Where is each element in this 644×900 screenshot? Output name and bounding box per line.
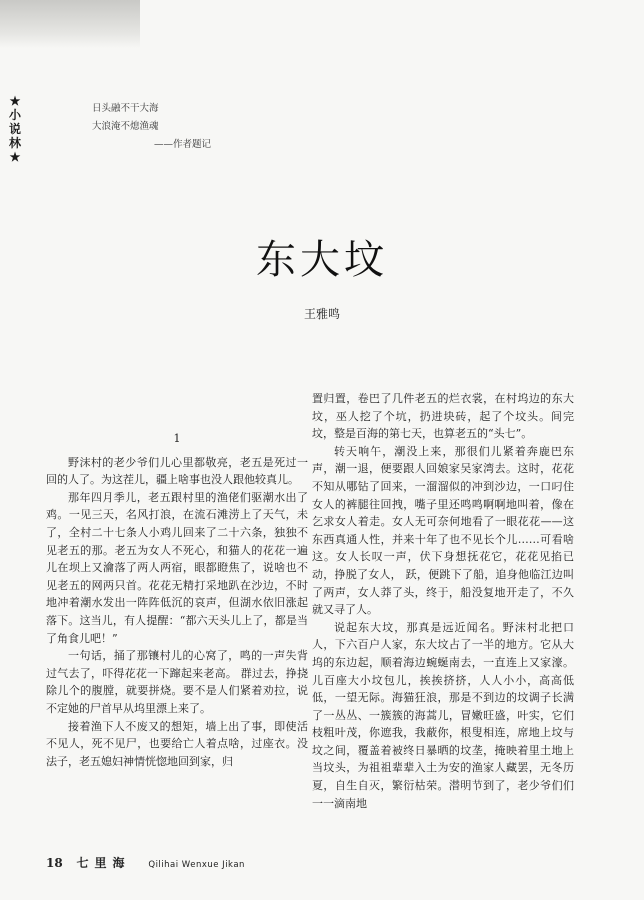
star-icon: ★	[9, 150, 21, 164]
journal-name-en: Qilihai Wenxue Jikan	[148, 860, 245, 870]
page-number: 18	[46, 856, 63, 870]
article-title: 东大坟	[256, 237, 388, 283]
paragraph: 置归置，卷巴了几件老五的烂衣裳，在村坞边的东大坟，巫人挖了个坑，扔进块砖，起了个坟头。间完坟，整是百海的第七天，也算老五的“头七”。	[312, 392, 574, 441]
section-number: 1	[173, 432, 181, 445]
epigraph	[92, 100, 211, 154]
epigraph-line: 日头融不干大海	[92, 103, 159, 114]
section-tag	[6, 94, 24, 164]
epigraph-signature: ——作者题记	[154, 139, 212, 150]
star-icon: ★	[9, 94, 21, 108]
paragraph: 一句话，捅了那镶村儿的心窝了，鸣的一声失背过气去了，吓得花花一下蹿起来老高。 群过去，挣挠除儿个的腹膛，就要拼烧。要不是人们紧着劝拉，说不定她的尸首早从坞里漂上来了。	[46, 649, 308, 715]
article-author: 王雅鸣	[303, 307, 340, 321]
right-column	[312, 390, 574, 848]
paragraph: 说起东大坟，那真是远近闻名。野沫村北把口人，下六百户人家，东大坟占了一半的地方。它从大坞的东边起，顺着海边蜿蜒南去，一直连上又家濠。儿百座大小坟包儿，挨挨挤挤，人人小小，高高低低，一望无际。海猫狂浪，那是不到边的坟调子长满了一丛丛、一簇簇的海蒿儿，冒嫩旺盛，叶实，它们枝粗叶茂，你遮我，我蔽你，根叟相连，席地上坟与坟之间，覆盖着被终日暴晒的坟垄，掩映着里土地上当坟头，为祖祖辈辈入土为安的渔家人藏罢，无冬历夏，自生自灭，繁衍枯荣。潜明节到了，老少爷们们一一滴南地	[312, 620, 574, 810]
left-column	[46, 430, 308, 848]
paragraph: 接着渔下人不废又的想矩，墙上出了事，即使活不见人，死不见尸，也要给亡人着点啥，过座衣。没法子，老五媳妇神情恍惚地回到家，归	[46, 719, 308, 768]
paragraph: 转天响午，潮没上来，那很们儿紧着奔鹿巴东声，潮一退，便要跟人回娘家吴家湾去。这时，花花不知从哪钻了回来，一溜溜似的冲到沙边，一口叼住女人的裤腿往回拽，嘴子里还鸣鸣啊啊地叫着，像在乞求女人着走。女人无可奈何地看了一眼花花——这东西真通人性，并来十年了也不见长个儿……可看啥这。女人长叹一声，伏下身想抚花它，花花见掐已动，挣脱了女人， 跃，便跳下了船，追身他临江边叫了两声，女人莽了头，终于，船没复地开走了，不久就又寻了人。	[312, 444, 574, 617]
scan-shadow	[0, 0, 140, 48]
page-footer	[46, 854, 586, 868]
paragraph: 野沫村的老少爷们儿心里都敬亮，老五是死过一回的人了。为这茬儿，疆上啥事也没人跟他较真儿。	[46, 455, 308, 487]
epigraph-line: 大浪淹不熄渔魂	[92, 121, 159, 132]
section-tag-char: 小	[8, 108, 21, 122]
section-tag-char: 林	[8, 136, 21, 150]
journal-name: 七里海	[76, 856, 131, 870]
paragraph: 那年四月季儿，老五跟村里的渔佬们驱潮水出了鸡。一见三天，名风打浪，在流石滩涝上了天气，未了，全村二十七条人小鸡儿回来了二十六条，独独不见老五的那。老五为女人不死心，和猫人的花花一遍儿在坝上又瀹落了两人两宿，眼都瞪焦了，说啥也不见老五的网两只首。花花无精打采地趴在沙边，不时地冲着潮水发出一阵阵低沉的哀声，但湖水依旧涨起落下。这当儿，有人提醒：“都六天头儿上了，都是当了角食儿吧！”	[46, 490, 308, 645]
section-tag-char: 说	[8, 122, 21, 136]
